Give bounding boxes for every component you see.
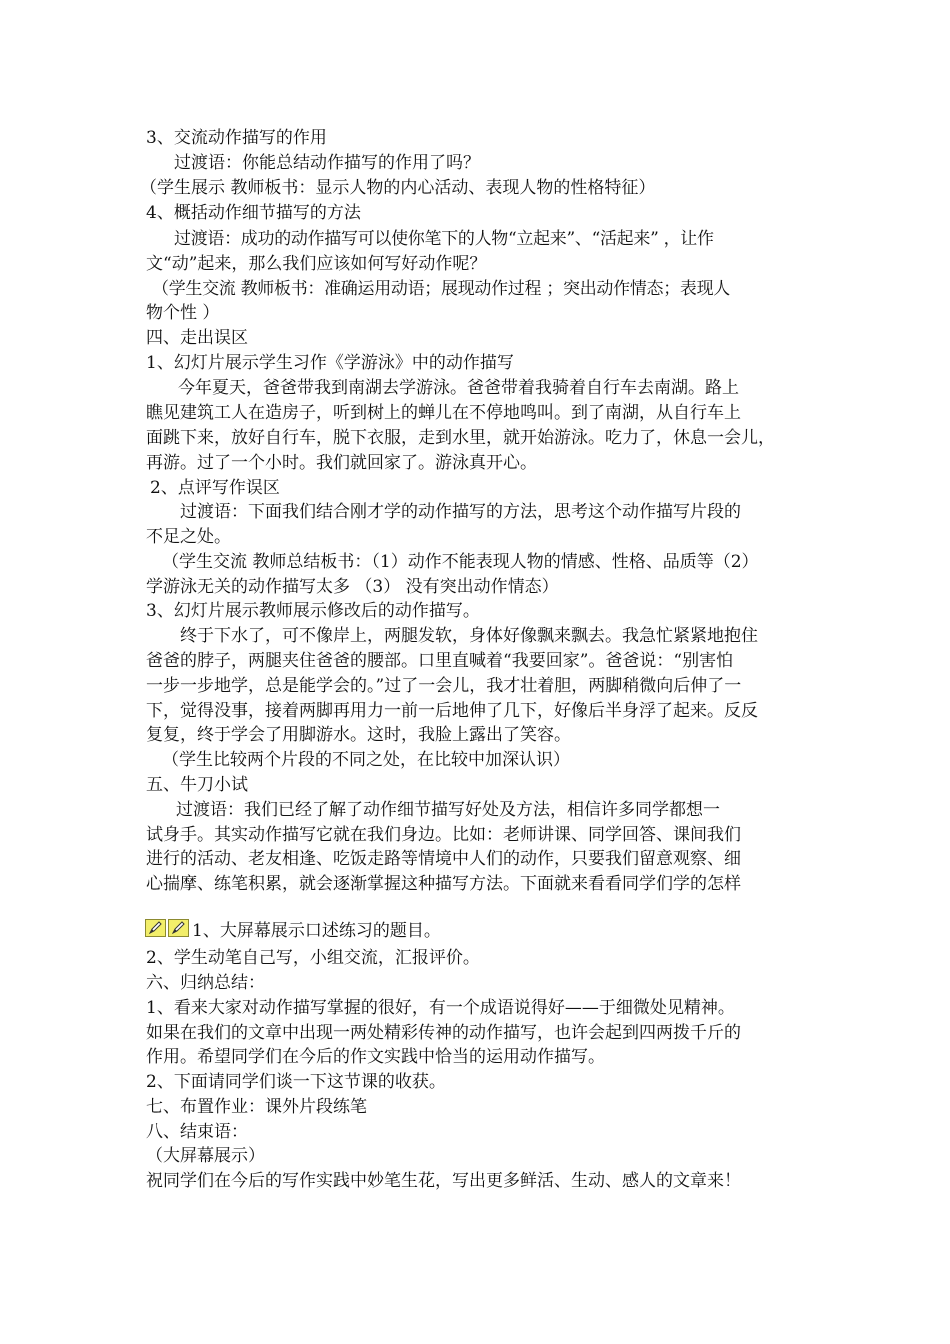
text-line: 过渡语：下面我们结合刚才学的动作描写的方法，思考这个动作描写片段的	[180, 502, 741, 522]
text-line: 学游泳无关的动作描写太多 （3） 没有突出动作情态）	[146, 577, 559, 597]
text-line: 1、幻灯片展示学生习作《学游泳》中的动作描写	[146, 353, 514, 373]
text-line: 试身手。其实动作描写它就在我们身边。比如：老师讲课、同学回答、课间我们	[146, 825, 741, 845]
text-line: （大屏幕展示）	[146, 1146, 265, 1166]
text-line: （学生展示 教师板书：显示人物的内心活动、表现人物的性格特征）	[140, 178, 656, 198]
text-line: 2、学生动笔自己写，小组交流，汇报评价。	[146, 948, 480, 968]
section-heading: 四、走出误区	[146, 328, 248, 348]
text-line: （学生交流 教师总结板书：（1）动作不能表现人物的情感、性格、品质等（2）	[162, 552, 759, 572]
text-line: 3、交流动作描写的作用	[146, 128, 327, 148]
text-line: 2、下面请同学们谈一下这节课的收获。	[146, 1072, 446, 1092]
text-line: 1、看来大家对动作描写掌握的很好，有一个成语说得好——于细微处见精神。	[146, 998, 735, 1018]
text-line: 终于下水了，可不像岸上，两腿发软，身体好像飘来飘去。我急忙紧紧地抱住	[180, 626, 758, 646]
text-line: 3、幻灯片展示教师展示修改后的动作描写。	[146, 601, 480, 621]
text-line: 过渡语：我们已经了解了动作细节描写好处及方法，相信许多同学都想一	[176, 800, 720, 820]
text-line: 过渡语：成功的动作描写可以使你笔下的人物“立起来”、“活起来” ，让作	[174, 229, 714, 249]
section-heading: 五、牛刀小试	[146, 775, 248, 795]
text-line: 一步一步地学，总是能学会的。”过了一会儿，我才壮着胆，两脚稍微向后伸了一	[146, 676, 742, 696]
text-line: （学生交流 教师板书：准确运用动语；展现动作过程 ；突出动作情态；表现人	[152, 279, 731, 299]
section-heading: 七、布置作业：课外片段练笔	[146, 1097, 367, 1117]
text-line: 作用。希望同学们在今后的作文实践中恰当的运用动作描写。	[146, 1047, 605, 1067]
section-heading: 六、归纳总结：	[146, 973, 265, 993]
text-line: 下，觉得没事，接着两脚再用力一前一后地伸了几下，好像后半身浮了起来。反反	[146, 701, 758, 721]
text-line: 复复，终于学会了用脚游水。这时，我脸上露出了笑容。	[146, 725, 571, 745]
text-line: 过渡语：你能总结动作描写的作用了吗？	[174, 153, 480, 173]
text-line: 物个性 ）	[146, 303, 220, 323]
text-line: 爸爸的脖子，两腿夹住爸爸的腰部。口里直喊着“我要回家”。爸爸说：“别害怕	[146, 651, 734, 671]
text-line: 2、点评写作误区	[150, 478, 280, 498]
text-line: 如果在我们的文章中出现一两处精彩传神的动作描写，也许会起到四两拨千斤的	[146, 1023, 741, 1043]
text-line: 再游。过了一个小时。我们就回家了。游泳真开心。	[146, 453, 537, 473]
text-line: 今年夏天，爸爸带我到南湖去学游泳。爸爸带着我骑着自行车去南湖。路上	[178, 378, 739, 398]
text-line: 1、大屏幕展示口述练习的题目。	[192, 921, 441, 941]
text-line: 4、概括动作细节描写的方法	[146, 203, 361, 223]
text-line: 不足之处。	[146, 527, 231, 547]
text-line: 祝同学们在今后的写作实践中妙笔生花，写出更多鲜活、生动、感人的文章来！	[146, 1171, 741, 1191]
text-line: 面跳下来，放好自行车，脱下衣服，走到水里，就开始游泳。吃力了，休息一会儿，	[146, 428, 775, 448]
text-line: 进行的活动、老友相逢、吃饭走路等情境中人们的动作，只要我们留意观察、细	[146, 849, 741, 869]
text-line: 文“动”起来，那么我们应该如何写好动作呢？	[146, 254, 487, 274]
text-line: （学生比较两个片段的不同之处，在比较中加深认识）	[162, 750, 570, 770]
text-line: 瞧见建筑工人在造房子，听到树上的蝉儿在不停地鸣叫。到了南湖，从自行车上	[146, 403, 741, 423]
section-heading: 八、结束语：	[146, 1122, 248, 1142]
text-line: 心揣摩、练笔积累，就会逐渐掌握这种描写方法。下面就来看看同学们学的怎样	[146, 874, 741, 894]
